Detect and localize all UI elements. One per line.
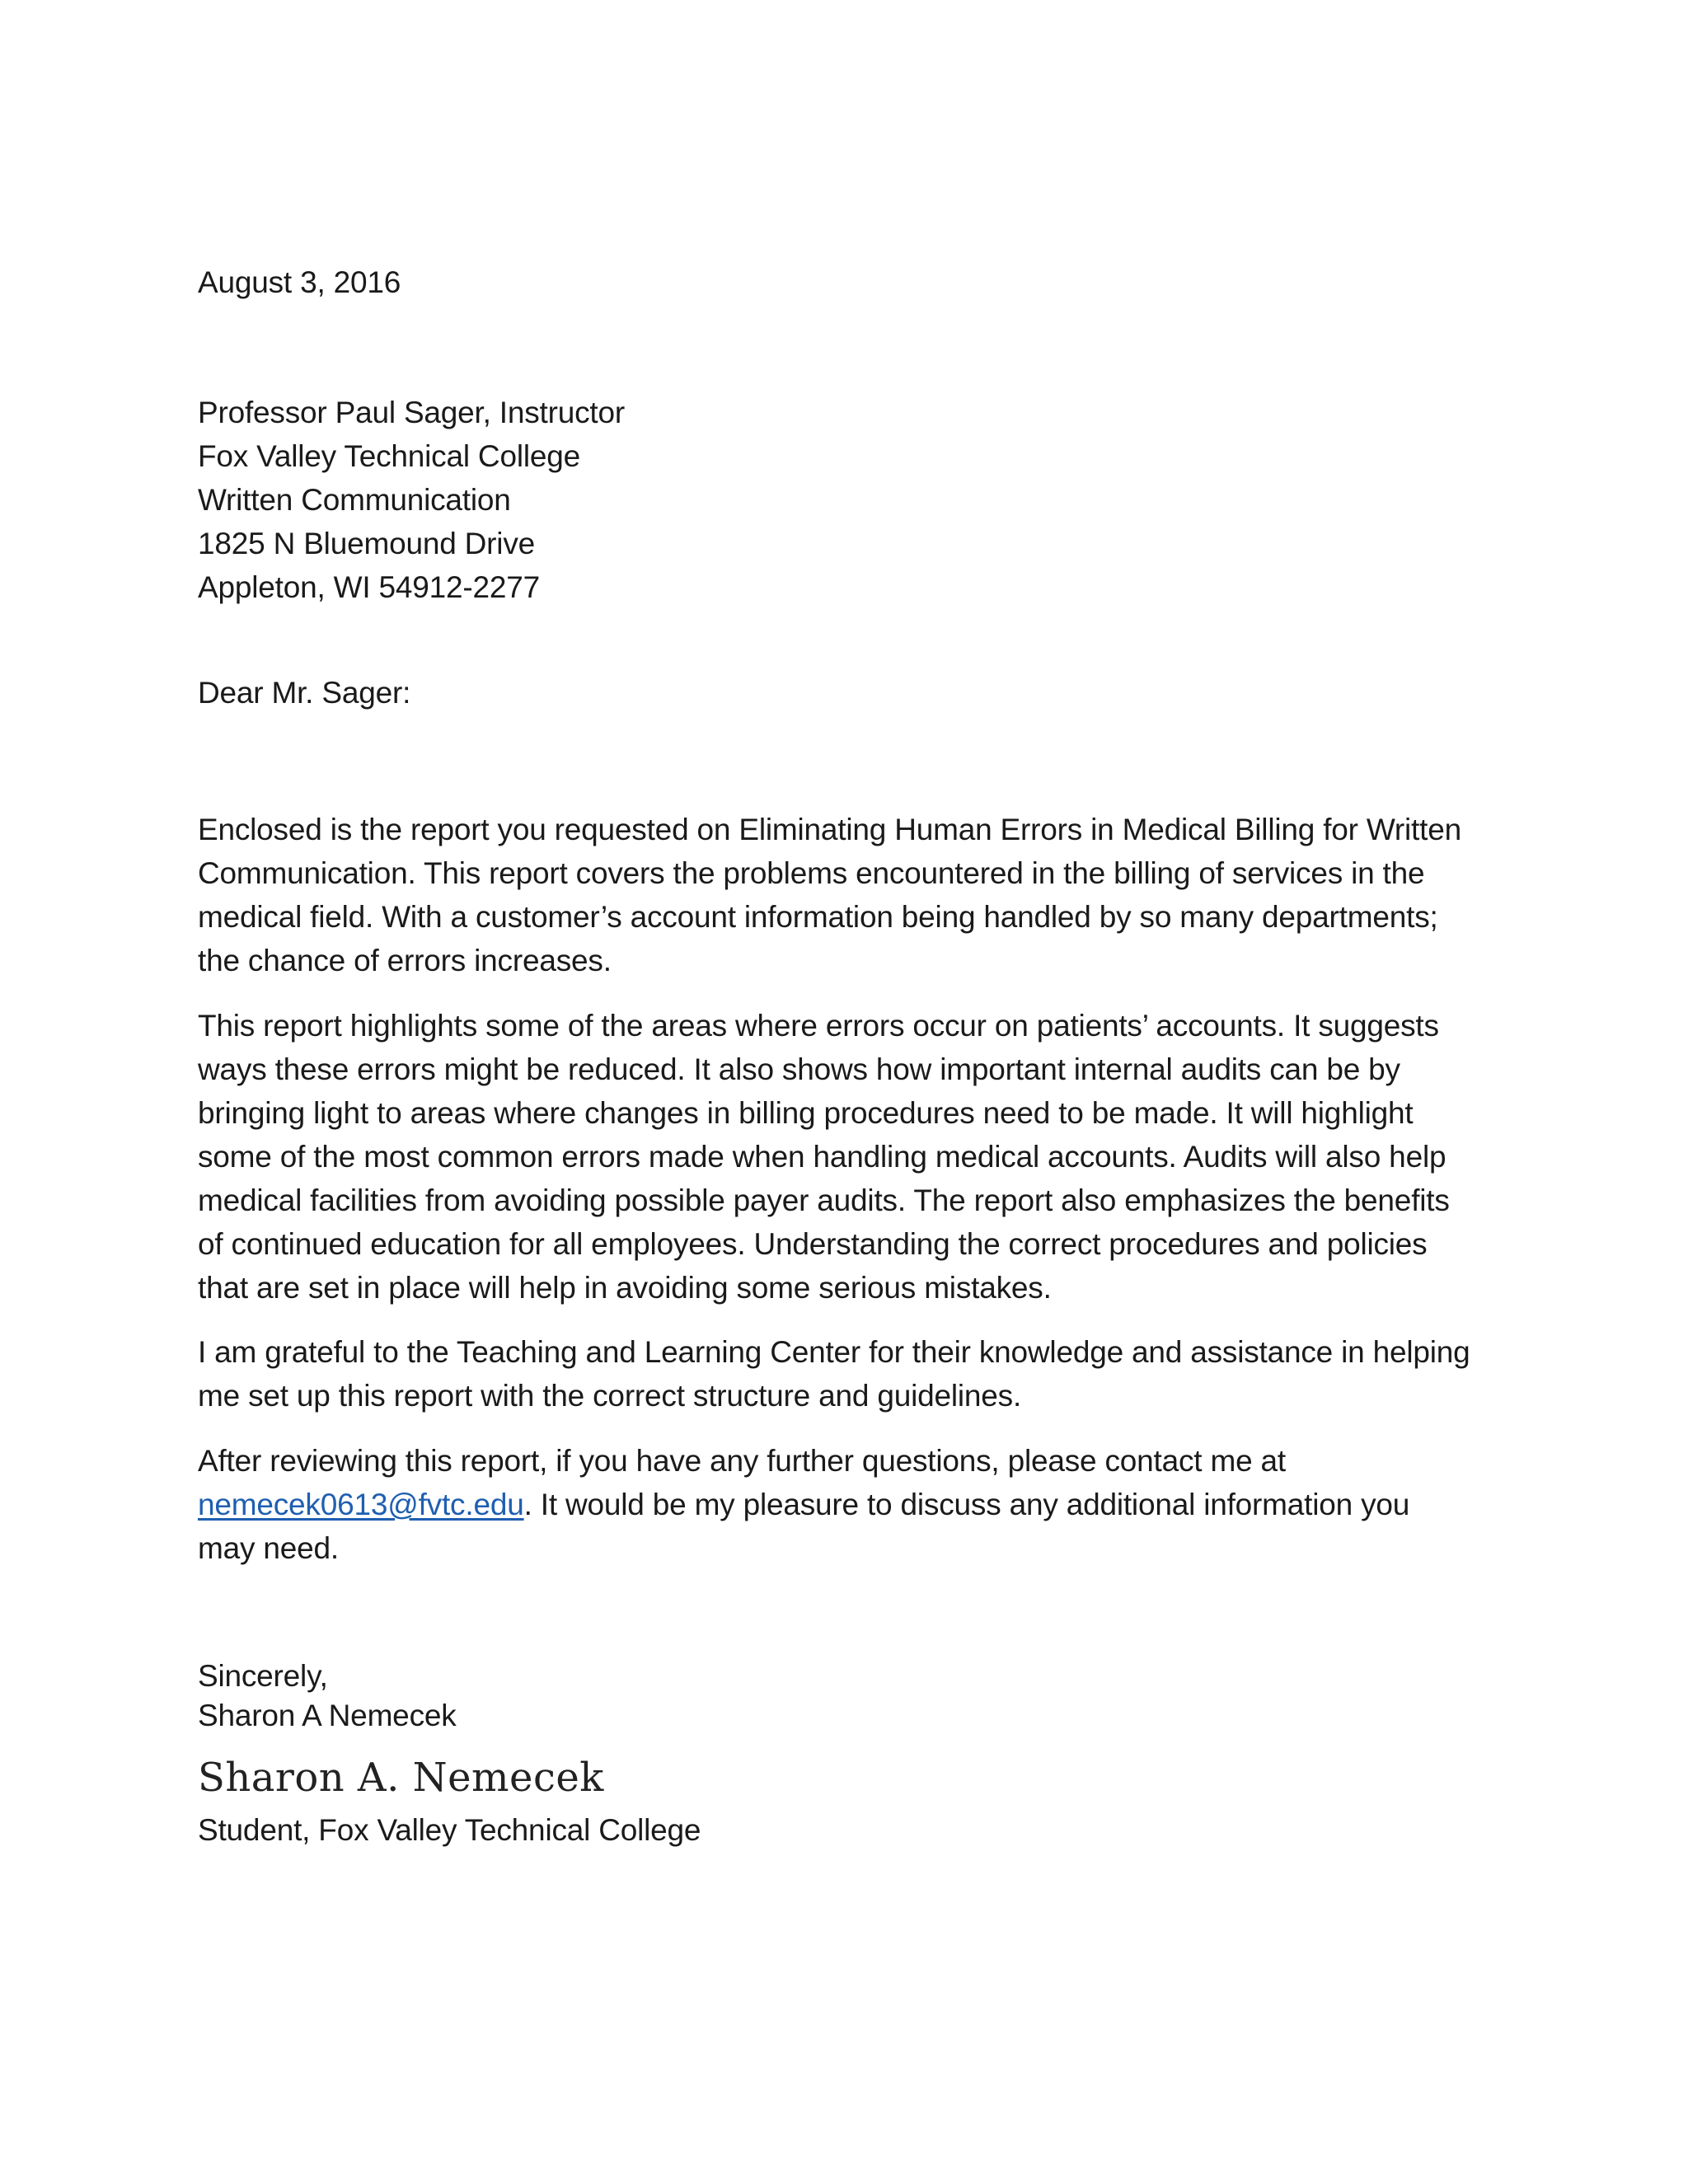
- recipient-city: Appleton, WI 54912-2277: [198, 570, 541, 604]
- paragraph-line: ways these errors might be reduced. It also shows how important internal audits can be by: [198, 1052, 1400, 1086]
- paragraph-line: I am grateful to the Teaching and Learning Center for their knowledge and assistance in helping: [198, 1335, 1470, 1369]
- recipient-department: Written Communication: [198, 483, 511, 517]
- paragraph-1: [198, 808, 1500, 982]
- recipient-institution: Fox Valley Technical College: [198, 439, 581, 473]
- recipient-address: [198, 391, 1500, 609]
- paragraph-4: [198, 1439, 1500, 1570]
- paragraph-3: [198, 1330, 1500, 1418]
- paragraph-line-rest: . It would be my pleasure to discuss any additional information you: [523, 1488, 1410, 1521]
- letter-date: [198, 260, 1500, 304]
- sender-name: Sharon A Nemecek: [198, 1699, 457, 1732]
- signature-text: Sharon A. Nemecek: [198, 1755, 604, 1801]
- paragraph-line: that are set in place will help in avoiding some serious mistakes.: [198, 1271, 1052, 1305]
- paragraph-line: medical field. With a customer’s account information being handled by so many departments;: [198, 900, 1438, 934]
- signature: [198, 1749, 1500, 1807]
- paragraph-line: bringing light to areas where changes in billing procedures need to be made. It will highlight: [198, 1096, 1414, 1130]
- salutation-text: Dear Mr. Sager:: [198, 676, 411, 710]
- recipient-street: 1825 N Bluemound Drive: [198, 527, 535, 560]
- paragraph-line-with-email: [198, 1483, 1500, 1526]
- date-text: August 3, 2016: [198, 265, 401, 299]
- paragraph-line: This report highlights some of the areas where errors occur on patients’ accounts. It suggests: [198, 1009, 1439, 1043]
- sender-title-block: [198, 1808, 1500, 1852]
- sender-title: Student, Fox Valley Technical College: [198, 1813, 701, 1847]
- paragraph-2: [198, 1004, 1500, 1310]
- paragraph-line: of continued education for all employees. Understanding the correct procedures and policies: [198, 1227, 1428, 1261]
- paragraph-line: After reviewing this report, if you have any further questions, please contact me at: [198, 1444, 1287, 1478]
- paragraph-line: Enclosed is the report you requested on Eliminating Human Errors in Medical Billing for Written: [198, 813, 1461, 846]
- paragraph-line: the chance of errors increases.: [198, 944, 612, 977]
- paragraph-line: medical facilities from avoiding possible payer audits. The report also emphasizes the benefits: [198, 1183, 1450, 1217]
- paragraph-line: some of the most common errors made when handling medical accounts. Audits will also help: [198, 1140, 1447, 1174]
- paragraph-line: Communication. This report covers the problems encountered in the billing of services in the: [198, 856, 1425, 890]
- paragraph-line: may need.: [198, 1531, 339, 1565]
- salutation: [198, 671, 1500, 715]
- closing-block: [198, 1657, 1500, 1736]
- recipient-name: Professor Paul Sager, Instructor: [198, 396, 626, 429]
- closing-text: Sincerely,: [198, 1659, 328, 1693]
- email-link[interactable]: nemecek0613@fvtc.edu: [198, 1488, 524, 1521]
- paragraph-line: me set up this report with the correct structure and guidelines.: [198, 1379, 1022, 1413]
